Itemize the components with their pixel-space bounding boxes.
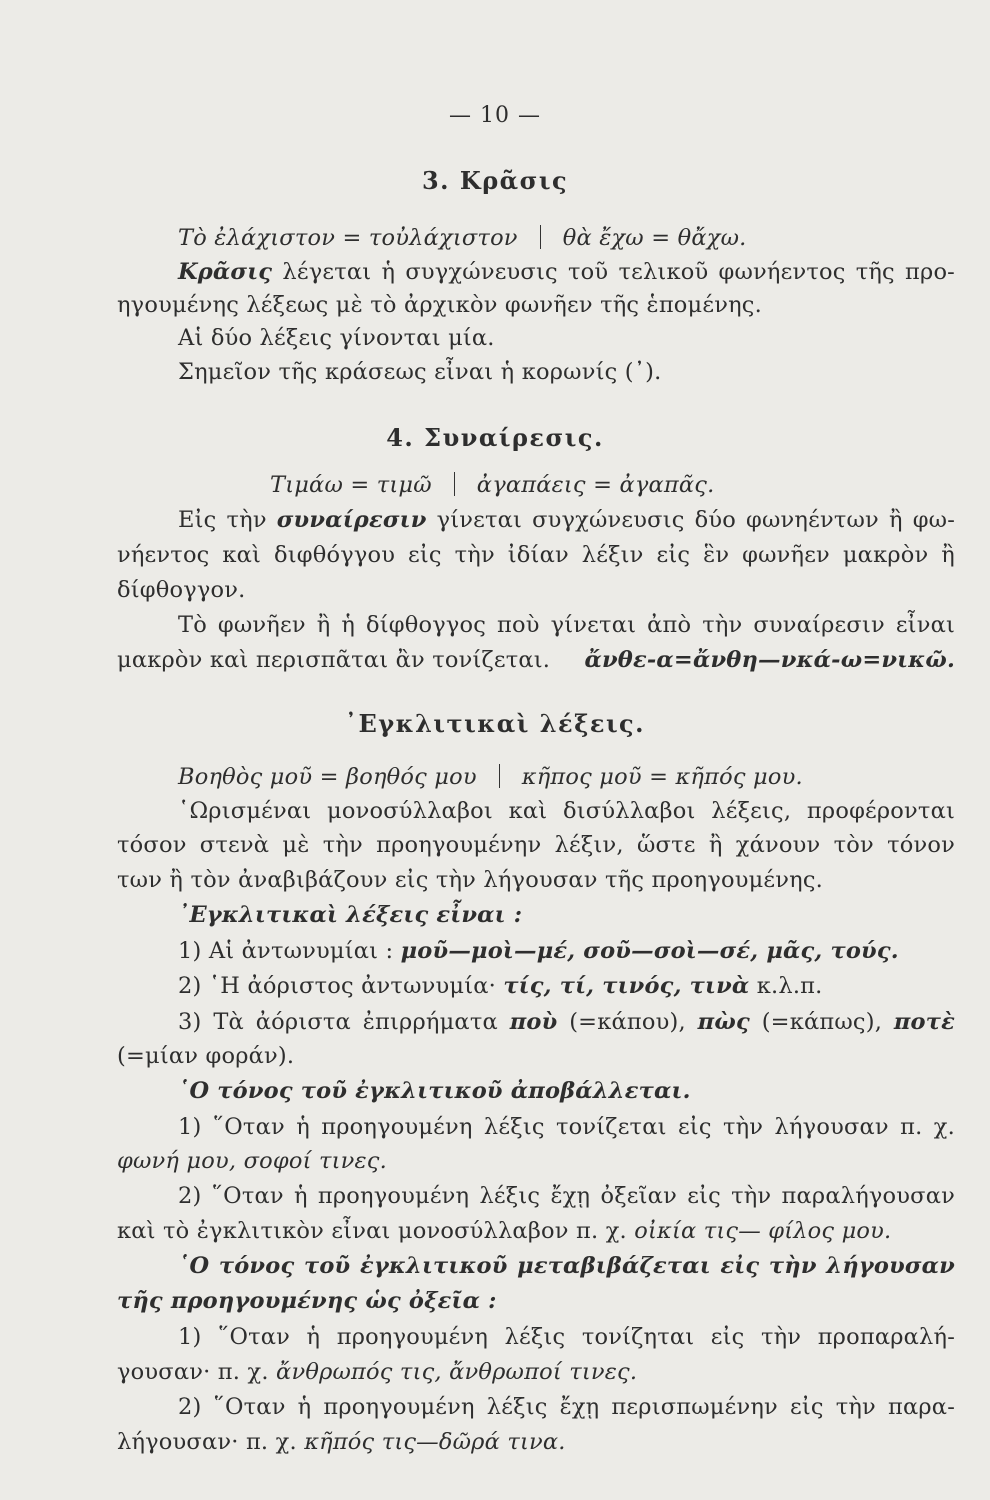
example-left: Τὸ ἐλάχιστον = τοὐλάχιστον [178, 225, 518, 251]
list-item [178, 1007, 955, 1037]
example-words: οἰκία τις— φίλος μου. [634, 1218, 892, 1244]
text-run: 3) Τὰ ἀόριστα ἐπιρρήματα [178, 1009, 510, 1035]
example-left: Τιμάω = τιμῶ [270, 472, 432, 498]
section-heading-synairesis: 4. Συναίρεσις. [386, 423, 604, 452]
text-run: 1) Αἱ ἀντωνυμίαι : [178, 938, 401, 964]
rule-heading: τῆς προηγουμένης ὡς ὀξεῖα : [117, 1288, 497, 1314]
example-line [270, 470, 714, 500]
text-run: λέγεται ἡ συγχώνευσις τοῦ τελικοῦ φωνήεντος τῆς προ- [272, 259, 955, 285]
list-item [178, 936, 990, 966]
text-run: γίνεται συγχώνευσις δύο φωνηέντων ἢ φω- [426, 507, 955, 533]
paragraph-line: 1) ῞Οταν ἡ προηγουμένη λέξις τονίζηται εἰς τὴν προπαραλή- [178, 1324, 955, 1350]
paragraph-line [178, 505, 955, 535]
text-run: Εἰς τὴν [178, 507, 277, 533]
paragraph-line: 1) ῞Οταν ἡ προηγουμένη λέξις τονίζεται εἰς τὴν λήγουσαν π. χ. [178, 1114, 955, 1140]
example-right: κῆπος μοῦ = κῆπός μου. [521, 764, 803, 790]
paragraph-line [117, 1427, 955, 1457]
rule-heading: ῾Ο τόνος τοῦ ἐγκλιτικοῦ ἀποβάλλεται. [178, 1078, 691, 1104]
paragraph-line: τόσον στενὰ μὲ τὴν προηγουμένην λέξιν, ὥστε ἢ χάνουν τὸν τόνον [117, 832, 955, 858]
list-heading: ᾿Εγκλιτικαὶ λέξεις εἶναι : [178, 902, 523, 928]
paragraph-line: Αἱ δύο λέξεις γίνονται μία. [178, 325, 495, 351]
text-run: μακρὸν καὶ περισπᾶται ἂν τονίζεται. [117, 647, 551, 673]
enclitic-word: ποτὲ [893, 1009, 955, 1035]
example-left: Βοηθὸς μοῦ = βοηθός μου [178, 764, 477, 790]
paragraph-line [117, 1357, 955, 1387]
paragraph-line [117, 645, 955, 675]
text-run: 2) ῾Η ἀόριστος ἀντωνυμία· [178, 973, 504, 999]
paragraph-line: ηγουμένης λέξεως μὲ τὸ ἀρχικὸν φωνῆεν τῆς ἑπομένης. [117, 292, 762, 318]
separator-bar [454, 472, 455, 496]
paragraph-line: 2) ῞Οταν ἡ προηγουμένη λέξις ἔχῃ ὀξεῖαν εἰς τὴν παραλήγουσαν [178, 1183, 955, 1209]
example-line [178, 223, 746, 253]
paragraph-line: ῾Ωρισμέναι μονοσύλλαβοι καὶ δισύλλαβοι λέξεις, προφέρονται [178, 798, 955, 824]
paragraph-line [117, 1216, 955, 1246]
term: συναίρεσιν [276, 507, 427, 533]
example-line [178, 762, 803, 792]
paragraph-line: 2) ῞Οταν ἡ προηγουμένη λέξις ἔχῃ περισπωμένην εἰς τὴν παρα- [178, 1394, 955, 1420]
term: Κρᾶσις [178, 259, 273, 285]
example-words: ἄνθε-α=ἄνθη—νκά-ω=νικῶ. [584, 647, 955, 673]
text-run: καὶ τὸ ἐγκλιτικὸν εἶναι μονοσύλλαβον π. χ. [117, 1218, 635, 1244]
paragraph-line: των ἢ τὸν ἀναβιβάζουν εἰς τὴν λήγουσαν τῆς προηγουμένης. [117, 867, 823, 893]
text-run: κ.λ.π. [749, 973, 823, 999]
separator-bar [540, 225, 541, 249]
list-item [178, 971, 990, 1001]
example-words: ἄνθρωπός τις, ἄνθρωποί τινες. [276, 1359, 638, 1385]
paragraph-line: δίφθογγον. [117, 577, 246, 603]
text-run: λήγουσαν· π. χ. [117, 1429, 305, 1455]
separator-bar [499, 764, 500, 788]
page-number: — 10 — [449, 103, 541, 128]
paragraph-line: Τὸ φωνῆεν ἢ ἡ δίφθογγος ποὺ γίνεται ἀπὸ τὴν συναίρεσιν εἶναι [178, 612, 955, 638]
example-right: ἀγαπάεις = ἀγαπᾶς. [476, 472, 715, 498]
paragraph-line: (=μίαν φοράν). [117, 1043, 295, 1069]
section-heading-enclitics: ᾿Εγκλιτικαὶ λέξεις. [344, 709, 646, 738]
paragraph-line: νήεντος καὶ διφθόγγου εἰς τὴν ἰδίαν λέξιν εἰς ἓν φωνῆεν μακρὸν ἢ [117, 542, 955, 568]
text-run: γουσαν· π. χ. [117, 1359, 277, 1385]
example-right: θὰ ἔχω = θἄχω. [562, 225, 747, 251]
text-run: (=κάπου), [557, 1009, 698, 1035]
enclitic-word: πὼς [697, 1009, 750, 1035]
example-words: κῆπός τις—δῶρά τινα. [304, 1429, 566, 1455]
paragraph-line [178, 257, 955, 287]
rule-heading: ῾Ο τόνος τοῦ ἐγκλιτικοῦ μεταβιβάζεται εἰς τὴν λήγουσαν [178, 1253, 955, 1279]
paragraph-line: Σημεῖον τῆς κράσεως εἶναι ἡ κορωνίς (᾿). [178, 359, 662, 385]
enclitic-words: τίς, τί, τινός, τινὰ [503, 973, 750, 999]
paragraph-line: φωνή μου, σοφοί τινες. [117, 1148, 387, 1174]
enclitic-words: μοῦ—μοὶ—μέ, σοῦ—σοὶ—σέ, μᾶς, τούς. [400, 938, 899, 964]
enclitic-word: ποὺ [509, 1009, 558, 1035]
text-run: (=κάπως), [749, 1009, 894, 1035]
section-heading-krasis: 3. Κρᾶσις [421, 166, 569, 195]
